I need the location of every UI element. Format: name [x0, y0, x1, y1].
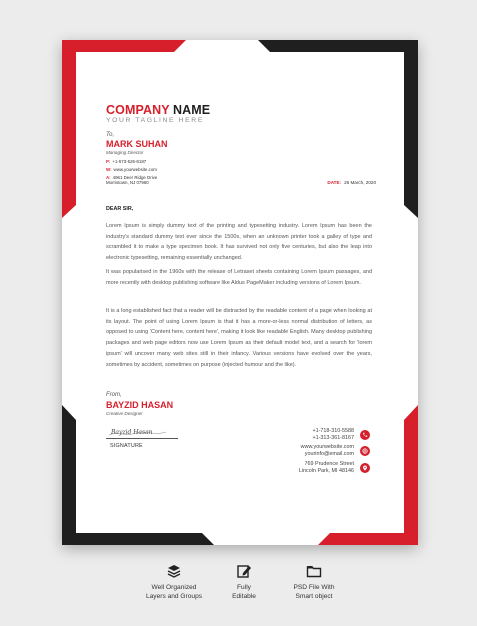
address-label: A:: [106, 175, 111, 180]
phone-value: +1-573-526-9187: [112, 159, 147, 164]
contact-website: www.yourwebsite.com: [300, 444, 354, 450]
bottom-right-red-corner: [318, 405, 418, 545]
feature-editable: [219, 563, 269, 601]
feature-editable-line1: Fully: [237, 584, 251, 591]
contact-phone-2: +1-313-361-8167: [312, 435, 354, 441]
feature-layers-line2: Layers and Groups: [145, 593, 203, 600]
feature-psd-line2: Smart object: [295, 593, 333, 600]
contact-address-line1: 769 Prudence Street: [304, 461, 354, 467]
contact-phone-1: +1-718-310-5588: [312, 428, 354, 434]
web-value: www.yourwebsite.com: [113, 167, 157, 172]
date-value: 26 March, 2020: [344, 180, 376, 185]
top-right-dark-corner: [258, 40, 418, 218]
from-label: From,: [106, 392, 122, 398]
company-name-part2: NAME: [173, 103, 211, 117]
feature-psd: [283, 563, 345, 601]
letter-date: [327, 180, 376, 185]
contact-phones: [312, 428, 354, 442]
address-line2: Morristown, NJ 07960: [106, 180, 149, 186]
body-paragraph-2: It was popularised in the 1960s with the release of Letraset sheets containing Lorem Ipsum passages, and more recently with desktop publishing software like Aldus PageMaker including versions of Lorem Ipsum.: [106, 269, 372, 286]
company-name-part1: COMPANY: [106, 103, 170, 117]
top-left-red-corner: [62, 40, 186, 218]
signature-line: [106, 438, 178, 439]
body-paragraph-1: Lorem Ipsum is simply dummy text of the printing and typesetting industry. Lorem Ipsum has been the industry's standard dummy text ever since the 1500s, when an unknown printer took a galley of type and scrambled it to make a type specimen book. It has survived not only five centuries, but also the leap into electronic typesetting, remaining essentially unchanged.: [106, 223, 372, 262]
svg-text:Bayzid Hasan: Bayzid Hasan: [111, 429, 153, 436]
sender-title: Creative Designer: [106, 411, 143, 416]
contact-web-email: [301, 444, 354, 458]
recipient-address: [106, 175, 157, 186]
contact-address: [299, 461, 354, 475]
signature-label: SIGNATURE: [110, 443, 143, 449]
to-label: To,: [106, 132, 115, 138]
salutation: DEAR SIR,: [106, 206, 134, 212]
edit-icon: [236, 563, 252, 579]
globe-icon: [360, 446, 370, 456]
recipient-phone: [106, 159, 146, 164]
phone-icon: [360, 430, 370, 440]
recipient-name: MARK SUHAN: [106, 139, 168, 149]
layers-icon: [166, 563, 182, 579]
company-name: [106, 103, 210, 117]
feature-editable-line2: Editable: [232, 593, 256, 600]
phone-label: P:: [106, 159, 111, 164]
folder-icon: [306, 563, 322, 579]
feature-layers: [139, 563, 209, 601]
recipient-web: [106, 167, 157, 172]
letterhead-page: [62, 40, 418, 545]
company-tagline: YOUR TAGLINE HERE: [106, 117, 204, 124]
sender-name: BAYZID HASAN: [106, 400, 174, 410]
feature-psd-line1: PSD File With: [293, 584, 335, 591]
address-line1: 4961 Deer Ridge Drive: [112, 175, 158, 180]
feature-layers-line1: Well Organized: [151, 584, 197, 591]
recipient-title: Managing Director: [106, 150, 144, 155]
contact-address-line2: Lincoln Park, MI 48146: [298, 468, 354, 474]
date-label: DATE:: [327, 180, 342, 185]
location-pin-icon: [360, 463, 370, 473]
body-paragraph-3: It is a long established fact that a reader will be distracted by the readable content of a page when looking at its layout. The point of using Lorem Ipsum is that it has a more-or-less normal distribution of letters, as opposed to using 'Content here, content here', making it look like readable English. Many desktop publishing packages and web page editors now use Lorem Ipsum as their default model text, and a search for 'lorem ipsum' will uncover many web sites still in their infancy. Various versions have evolved over the years, sometimes by accident, sometimes on purpose (injected humour and the like).: [106, 308, 372, 368]
web-label: W:: [106, 167, 112, 172]
contact-email: yourinfo@email.com: [304, 451, 354, 457]
